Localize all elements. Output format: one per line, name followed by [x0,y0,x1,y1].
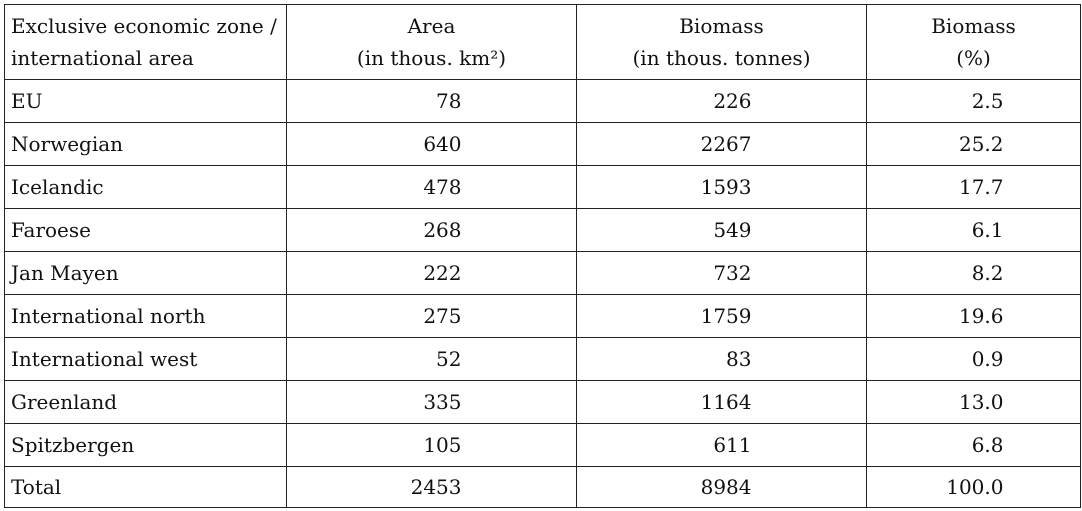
cell-area-value: 222 [423,261,462,285]
cell-biomass-value: 1593 [700,175,752,199]
header-biomass [577,5,867,80]
cell-percent [867,467,1081,508]
header-area-line1: Area [407,14,456,38]
cell-biomass-value: 611 [713,433,752,457]
table-row [5,252,1081,295]
cell-biomass-value: 83 [726,347,752,371]
cell-biomass-value: 1759 [700,304,752,328]
cell-area [287,123,577,166]
cell-area-value: 640 [423,132,462,156]
cell-percent-value: 13.0 [958,390,1004,414]
table-body [5,80,1081,508]
cell-area [287,338,577,381]
header-area-line2: (in thous. km²) [356,46,507,70]
table-row [5,209,1081,252]
biomass-table [4,4,1081,508]
cell-zone: Spitzbergen [5,424,287,467]
header-biomass-line1: Biomass [679,14,764,38]
cell-biomass-value: 1164 [700,390,752,414]
cell-biomass [577,338,867,381]
cell-percent [867,295,1081,338]
cell-area-value: 105 [423,433,462,457]
cell-biomass [577,424,867,467]
header-biomass-line2: (in thous. tonnes) [632,46,811,70]
table-row [5,424,1081,467]
cell-area-value: 2453 [410,475,462,499]
cell-percent-value: 8.2 [971,261,1004,285]
cell-percent [867,338,1081,381]
table-row [5,295,1081,338]
table-row [5,467,1081,508]
cell-area [287,80,577,123]
cell-area [287,209,577,252]
header-biomass-percent [867,5,1081,80]
cell-zone: Jan Mayen [5,252,287,295]
cell-biomass [577,209,867,252]
cell-percent [867,166,1081,209]
cell-biomass [577,381,867,424]
header-area [287,5,577,80]
header-percent-line2: (%) [956,46,991,70]
cell-percent [867,123,1081,166]
cell-zone: Greenland [5,381,287,424]
cell-area [287,467,577,508]
cell-percent [867,381,1081,424]
cell-biomass-value: 732 [713,261,752,285]
cell-area-value: 268 [423,218,462,242]
cell-area [287,381,577,424]
cell-biomass [577,80,867,123]
cell-area [287,252,577,295]
table-row [5,338,1081,381]
cell-zone: International west [5,338,287,381]
cell-percent-value: 6.1 [971,218,1004,242]
cell-area-value: 275 [423,304,462,328]
cell-biomass-value: 8984 [700,475,752,499]
cell-zone: Icelandic [5,166,287,209]
cell-percent-value: 19.6 [958,304,1004,328]
cell-area [287,166,577,209]
header-zone-line1: Exclusive economic zone / [11,14,277,38]
cell-zone: Norwegian [5,123,287,166]
table-row [5,80,1081,123]
cell-percent-value: 6.8 [971,433,1004,457]
cell-area-value: 478 [423,175,462,199]
header-row [5,5,1081,80]
cell-area-value: 52 [436,347,462,371]
cell-percent [867,209,1081,252]
cell-biomass [577,252,867,295]
cell-percent-value: 2.5 [971,89,1004,113]
header-percent-line1: Biomass [931,14,1016,38]
cell-biomass [577,467,867,508]
cell-biomass-value: 226 [713,89,752,113]
cell-zone: International north [5,295,287,338]
cell-biomass [577,295,867,338]
cell-percent-value: 0.9 [971,347,1004,371]
cell-biomass [577,166,867,209]
cell-area-value: 78 [436,89,462,113]
cell-percent [867,252,1081,295]
cell-percent-value: 17.7 [958,175,1004,199]
cell-percent [867,424,1081,467]
cell-biomass-value: 549 [713,218,752,242]
cell-area [287,295,577,338]
cell-area [287,424,577,467]
table-row [5,123,1081,166]
table-header [5,5,1081,80]
cell-percent-value: 25.2 [958,132,1004,156]
cell-zone: Total [5,467,287,508]
cell-zone: Faroese [5,209,287,252]
cell-area-value: 335 [423,390,462,414]
cell-percent [867,80,1081,123]
table-row [5,381,1081,424]
cell-biomass-value: 2267 [700,132,752,156]
cell-biomass [577,123,867,166]
cell-percent-value: 100.0 [946,475,1004,499]
header-zone [5,5,287,80]
table-row [5,166,1081,209]
cell-zone: EU [5,80,287,123]
header-zone-line2: international area [11,46,194,70]
